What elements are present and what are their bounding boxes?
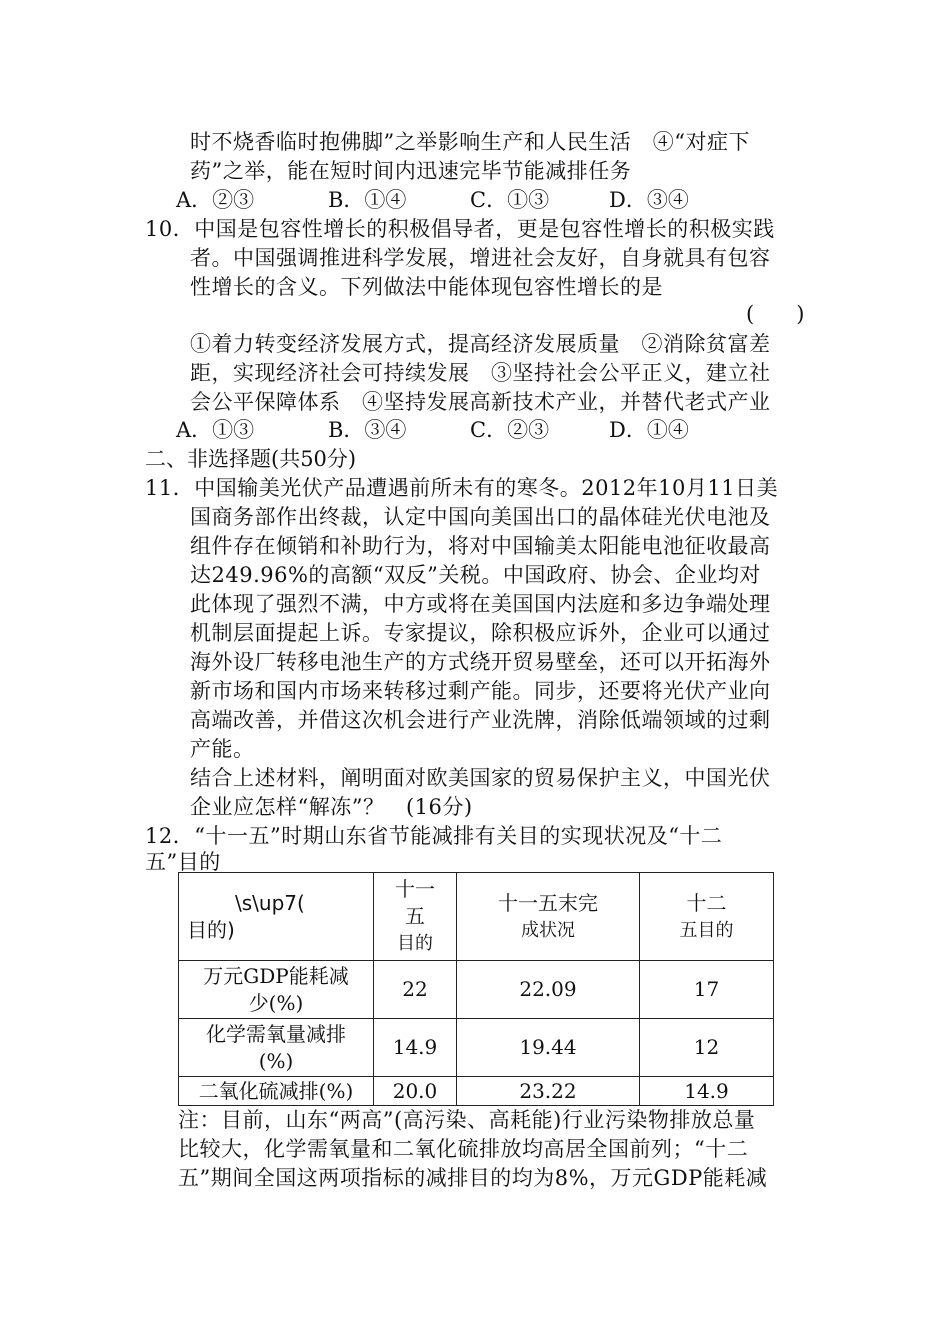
note-line: 注：目前，山东“两高”(高污染、高耗能)行业污染物排放总量 [178, 1108, 756, 1132]
q11-line: 国商务部作出终裁，认定中国向美国出口的晶体硅光伏电池及 [190, 505, 771, 529]
table-row [179, 1019, 774, 1077]
q10-option-d: D．①④ [609, 418, 689, 442]
table-header-text: 成状况 [521, 919, 575, 941]
q11-line: 海外设厂转移电池生产的方式绕开贸易壁垒，还可以开拓海外 [190, 650, 771, 674]
table-header-text: \s\up7( [235, 890, 305, 915]
section-heading: 二、非选择题(共50分) [145, 447, 357, 471]
q11-line: 组件存在倾销和补助行为，将对中国输美太阳能电池征收最高 [190, 534, 771, 558]
table-header-cell [640, 873, 774, 961]
table-header-text: 十一五末完 [498, 890, 598, 915]
table-cell: 14.9 [640, 1077, 774, 1106]
table-row [179, 1077, 774, 1106]
table-cell: 22.09 [457, 961, 640, 1019]
table-cell [179, 1019, 374, 1077]
table-header-text: 五 [405, 904, 425, 928]
table-header-cell [374, 873, 457, 961]
row-label: 少(%) [248, 990, 304, 1015]
table-cell: 17 [640, 961, 774, 1019]
row-label: 二氧化硫减排(%) [198, 1078, 354, 1103]
q10-line: ①着力转变经济发展方式，提高经济发展质量 ②消除贫富差 [190, 332, 771, 356]
table-header-text: 目的) [187, 917, 235, 942]
q10-line: 性增长的含义。下列做法中能体现包容性增长的是 [190, 275, 663, 299]
table-cell [179, 961, 374, 1019]
row-label: 化学需氧量减排 [206, 1021, 346, 1046]
target-table [178, 872, 774, 1106]
q11-line: 高端改善，并借这次机会进行产业洗牌，消除低端领域的过剩 [190, 708, 771, 732]
q10-line: 距，实现经济社会可持续发展 ③坚持社会公平正义，建立社 [190, 361, 771, 385]
q11-line: 达249.96%的高额“双反”关税。中国政府、协会、企业均对 [190, 563, 761, 587]
q9-line: 药”之举，能在短时间内迅速完毕节能减排任务 [190, 159, 632, 183]
q11-line: 机制层面提起上诉。专家提议，除积极应诉外，企业可以通过 [190, 621, 771, 645]
note-line: 比较大，化学需氧量和二氧化硫排放均高居全国前列；“十二 [178, 1137, 749, 1161]
q11-line: 产能。 [190, 737, 255, 761]
table-cell: 12 [640, 1019, 774, 1077]
q9-option-d: D．③④ [609, 188, 689, 212]
q11-line: 此体现了强烈不满，中方或将在美国国内法庭和多边争端处理 [190, 592, 771, 616]
table-cell: 22 [374, 961, 457, 1019]
table-row [179, 961, 774, 1019]
q10-option-b: B．③④ [328, 418, 407, 442]
table-cell: 20.0 [374, 1077, 457, 1106]
row-label: (%) [258, 1048, 294, 1073]
table-cell: 23.22 [457, 1077, 640, 1106]
table-header-cell [457, 873, 640, 961]
table-header-text: 目的 [397, 933, 433, 954]
table-cell [179, 1077, 374, 1106]
table-cell: 14.9 [374, 1019, 457, 1077]
table-header-text: 十二 [686, 890, 727, 915]
q10-line: 会公平保障体系 ④坚持发展高新技术产业，并替代老式产业 [190, 390, 771, 414]
q9-line: 时不烧香临时抱佛脚”之举影响生产和人民生活 ④“对症下 [190, 130, 750, 154]
table-header-cell [179, 873, 374, 961]
q10-option-a: A．①③ [176, 418, 255, 442]
table-header-text: 五目的 [679, 919, 734, 941]
q12-line: 五”目的 [145, 850, 221, 874]
q11-line: 结合上述材料，阐明面对欧美国家的贸易保护主义，中国光伏 [190, 766, 771, 790]
table-header-row [179, 873, 774, 961]
note-line: 五”期间全国这两项指标的减排目的均为8%，万元GDP能耗减 [178, 1166, 768, 1190]
q12-line: 12．“十一五”时期山东省节能减排有关目的实现状况及“十二 [145, 824, 723, 848]
answer-blank: ( ) [746, 302, 805, 326]
row-label: 万元GDP能耗减 [203, 963, 349, 988]
q9-option-b: B．①④ [328, 188, 407, 212]
q9-option-a: A．②③ [176, 188, 255, 212]
table-header-text: 十一 [395, 877, 435, 901]
q11-line: 新市场和国内市场来转移过剩产能。同步，还要将光伏产业向 [190, 679, 771, 703]
q9-option-c: C．①③ [470, 188, 550, 212]
q11-line: 11．中国输美光伏产品遭遇前所未有的寒冬。2012年10月11日美 [145, 476, 779, 500]
table-cell: 19.44 [457, 1019, 640, 1077]
q10-line: 10．中国是包容性增长的积极倡导者，更是包容性增长的积极实践 [145, 217, 775, 241]
q10-option-c: C．②③ [470, 418, 550, 442]
q11-line: 企业应怎样“解冻”？ (16分) [190, 795, 473, 819]
q10-line: 者。中国强调推进科学发展，增进社会友好，自身就具有包容 [190, 246, 771, 270]
